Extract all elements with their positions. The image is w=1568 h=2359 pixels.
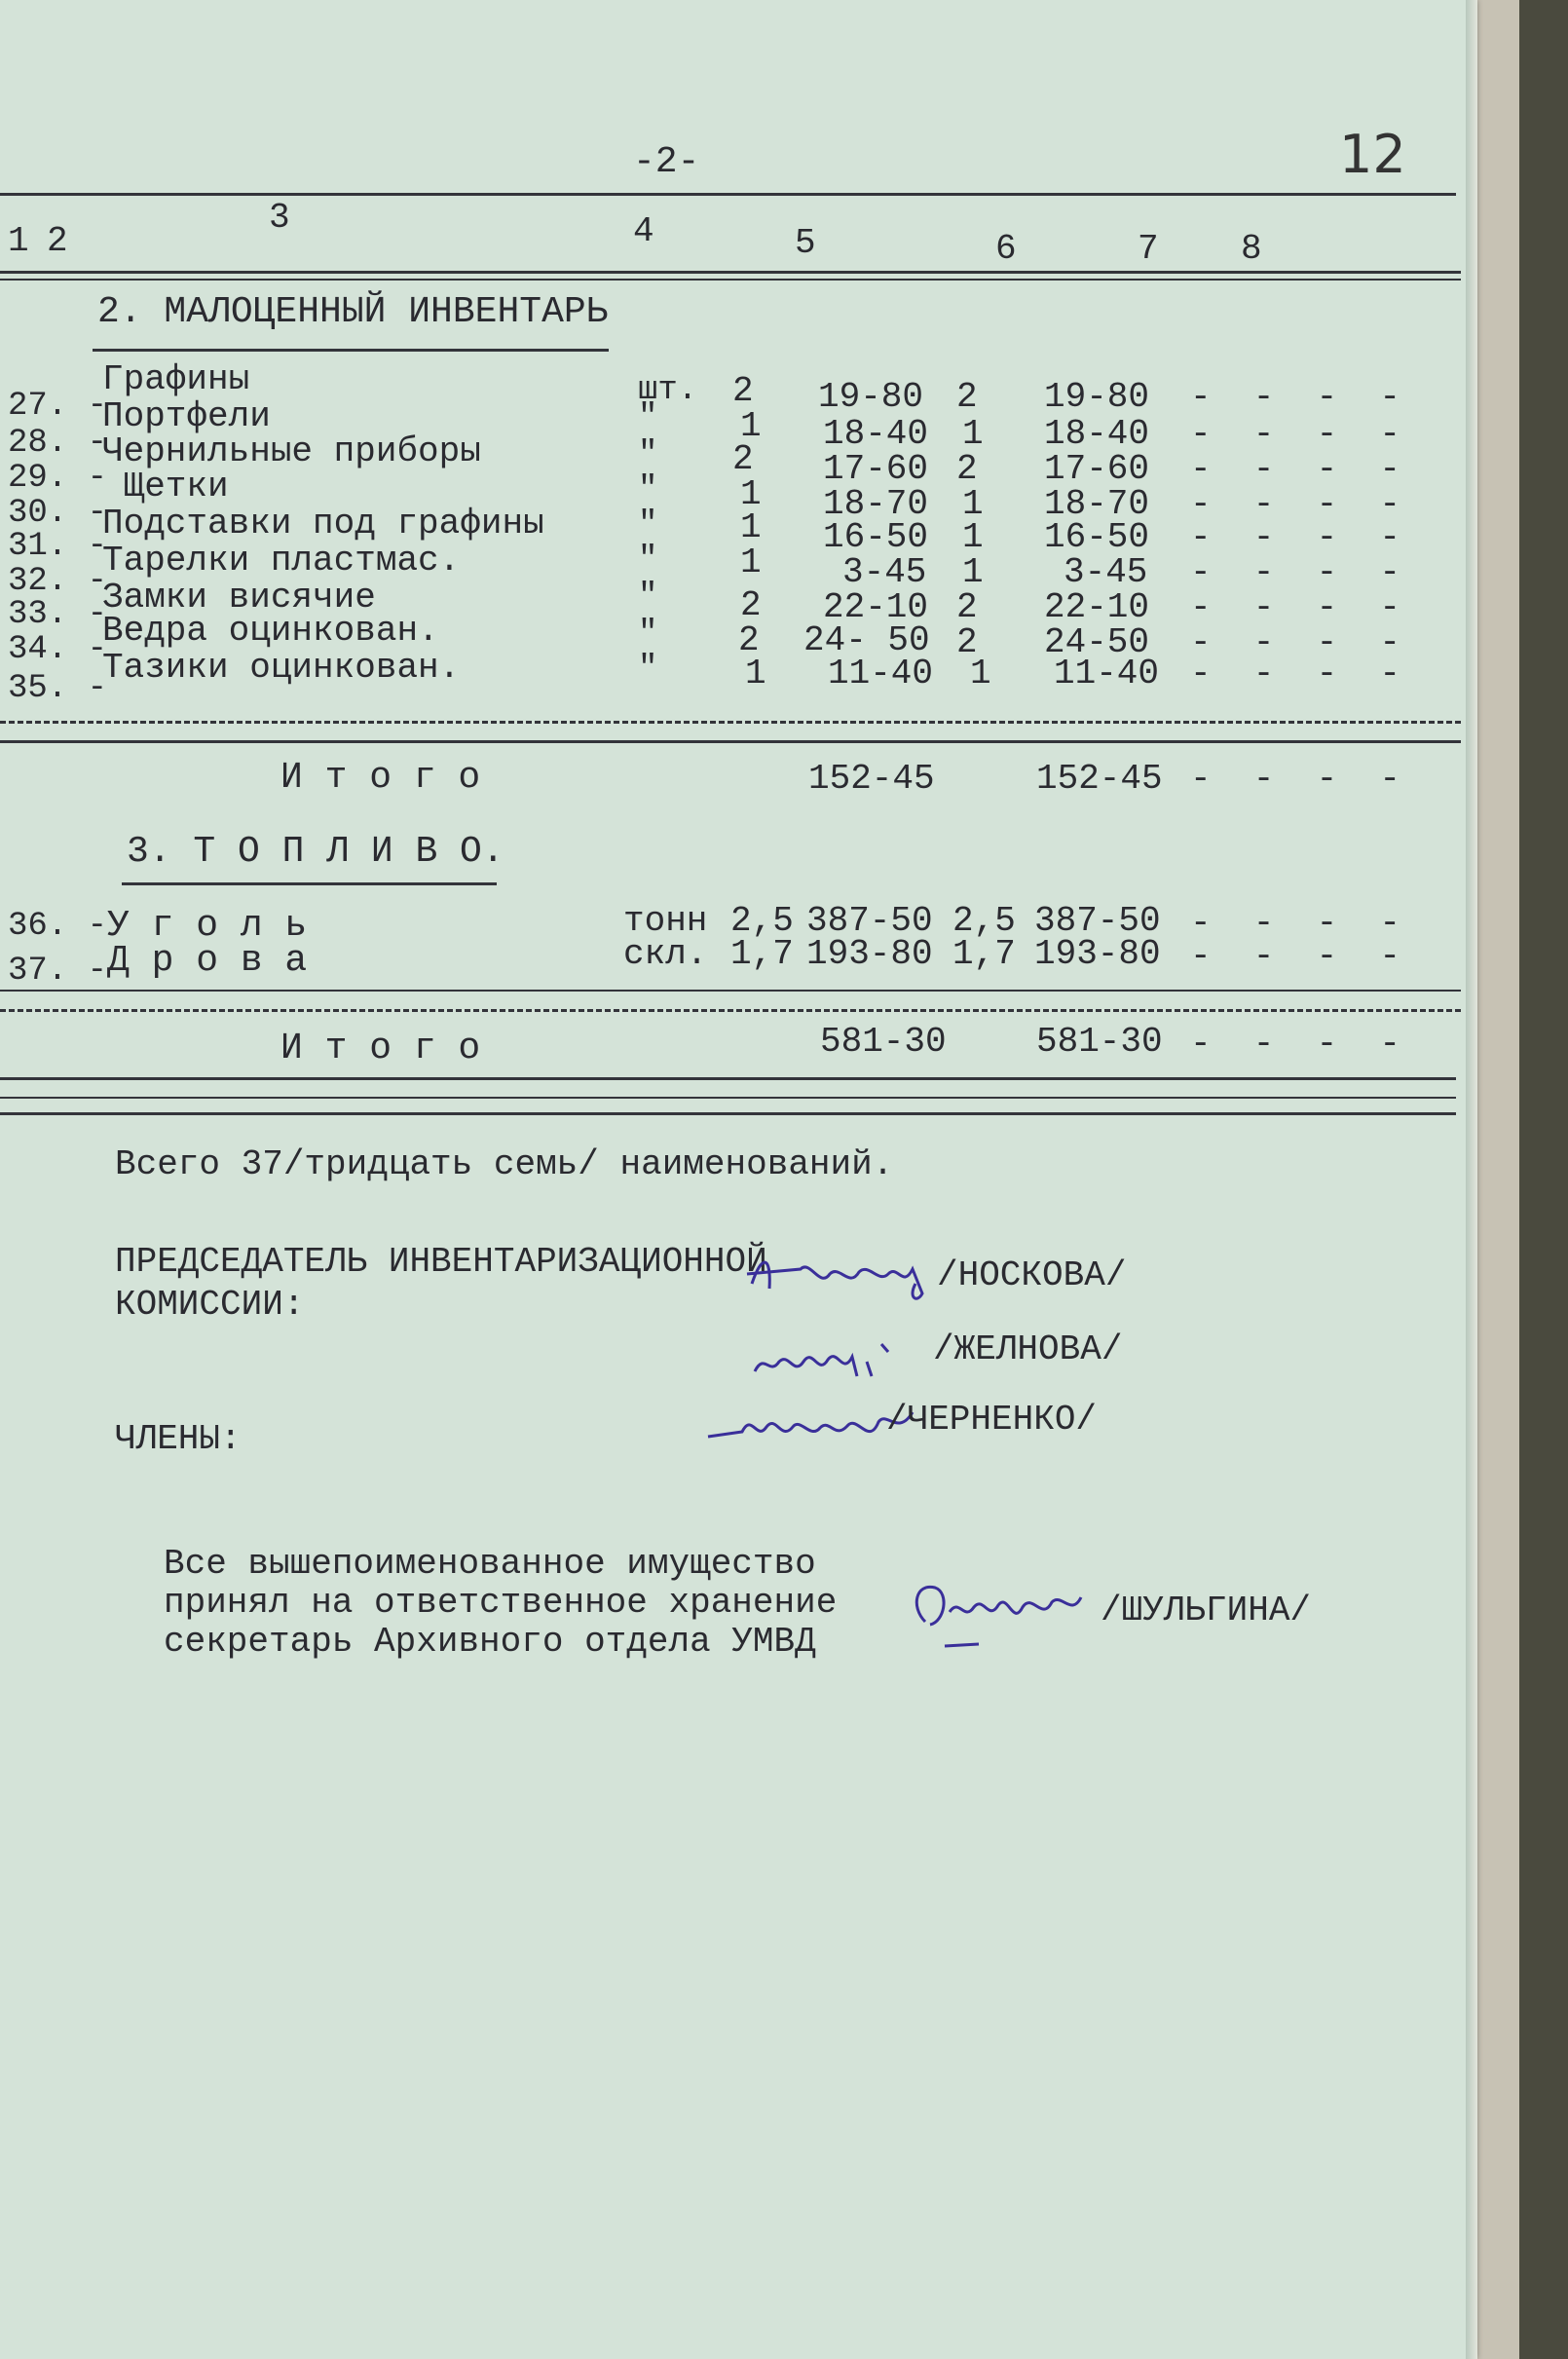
custody-text-1: Все вышепоименованное имущество: [164, 1544, 816, 1584]
section-3-title: 3. Т О П Л И В О.: [127, 831, 504, 873]
sum-actual: 22-10: [1044, 587, 1150, 627]
row-number: 34. -: [8, 631, 108, 668]
section-2-total-label: И т о г о: [280, 757, 481, 799]
quantity: 1: [745, 654, 766, 693]
quantity-actual: 2: [956, 377, 978, 417]
quantity-actual: 2: [956, 587, 978, 627]
custody-text-3: секретарь Архивного отдела УМВД: [164, 1622, 816, 1662]
member-2-name: /ЧЕРНЕНКО/: [886, 1400, 1098, 1440]
remaining-columns: - - - -: [1190, 484, 1401, 524]
remaining-columns: - - - -: [1190, 936, 1401, 976]
sum: 24- 50: [803, 620, 930, 660]
remaining-columns: - - - -: [1190, 903, 1401, 943]
sum: 19-80: [818, 377, 924, 417]
sum: 11-40: [828, 654, 934, 693]
sum-actual: 193-80: [1034, 934, 1161, 974]
quantity-actual: 1,7: [952, 934, 1016, 974]
section-2-rule-top: [0, 721, 1461, 724]
unit: ": [638, 616, 658, 653]
sum-actual: 17-60: [1044, 449, 1150, 489]
quantity: 2: [740, 585, 762, 625]
quantity-actual: 2,5: [952, 901, 1016, 941]
summary-line: Всего 37/тридцать семь/ наименований.: [115, 1144, 894, 1184]
section-2-rule-bottom: [0, 740, 1461, 743]
column-number-4: 4: [633, 211, 654, 251]
page-edge: [1466, 0, 1477, 2359]
remaining-columns: - - - -: [1190, 654, 1401, 693]
item-name: Тазики оцинкован.: [102, 648, 461, 688]
archive-sheet-number: 12: [1339, 124, 1406, 185]
sum-actual: 387-50: [1034, 901, 1161, 941]
quantity-actual: 1: [962, 552, 984, 592]
quantity-actual: 1: [962, 414, 984, 454]
row-number: 29. -: [8, 460, 108, 497]
quantity-actual: 1: [962, 484, 984, 524]
section-3-rule-bottom: [0, 1009, 1461, 1012]
remaining-columns: - - - -: [1190, 377, 1401, 417]
sum: 17-60: [823, 449, 929, 489]
table-end-rule-1: [0, 1077, 1456, 1080]
unit: ": [638, 471, 658, 508]
column-number-5: 5: [795, 223, 816, 263]
section-3-total-rest: - - - -: [1190, 1024, 1401, 1064]
section-3-total-label: И т о г о: [280, 1028, 481, 1069]
chairman-label-1: ПРЕДСЕДАТЕЛЬ ИНВЕНТАРИЗАЦИОННОЙ: [115, 1242, 767, 1282]
item-name: Д р о в а: [107, 940, 308, 982]
remaining-columns: - - - -: [1190, 587, 1401, 627]
page-number: -2-: [633, 141, 700, 183]
sum-actual: 18-40: [1044, 414, 1150, 454]
item-name: Подставки под графины: [102, 504, 544, 543]
column-number-7: 7: [1138, 229, 1159, 269]
column-number-1: 1: [8, 221, 29, 261]
quantity: 1: [740, 406, 762, 446]
row-number: 32. -: [8, 563, 108, 600]
quantity-actual: 2: [956, 449, 978, 489]
sum-actual: 24-50: [1044, 622, 1150, 662]
unit: ": [638, 579, 658, 616]
custodian-signature: [906, 1568, 1101, 1656]
unit: ": [638, 542, 658, 579]
unit: скл.: [623, 934, 708, 974]
column-number-8: 8: [1241, 229, 1262, 269]
sum-actual: 3-45: [1064, 552, 1148, 592]
section-2-title: 2. МАЛОЦЕННЫЙ ИНВЕНТАРЬ: [97, 291, 609, 333]
item-name: Чернильные приборы: [102, 431, 481, 471]
quantity: 1: [740, 507, 762, 547]
remaining-columns: - - - -: [1190, 449, 1401, 489]
row-number: 35. -: [8, 670, 108, 707]
quantity: 2: [732, 439, 754, 479]
row-number: 36. -: [8, 908, 108, 945]
column-number-3: 3: [269, 198, 290, 238]
section-2-total-sum: 152-45: [808, 759, 935, 799]
unit: шт.: [638, 372, 698, 409]
sum: 18-70: [823, 484, 929, 524]
sum: 3-45: [842, 552, 927, 592]
table-end-rule-3: [0, 1112, 1456, 1115]
sum-actual: 19-80: [1044, 377, 1150, 417]
member-1-signature: [750, 1332, 915, 1391]
item-name: Графины: [102, 359, 250, 399]
remaining-columns: - - - -: [1190, 552, 1401, 592]
quantity-actual: 2: [956, 622, 978, 662]
row-number: 28. -: [8, 425, 108, 462]
item-name: Щетки: [102, 467, 229, 506]
row-number: 31. -: [8, 528, 108, 565]
quantity: 2: [738, 620, 760, 660]
row-number: 27. -: [8, 388, 108, 425]
quantity: 2,5: [730, 901, 794, 941]
table-end-rule-2: [0, 1097, 1456, 1099]
section-3-total-sum-actual: 581-30: [1036, 1022, 1163, 1062]
quantity: 1: [740, 474, 762, 514]
row-number: 37. -: [8, 953, 108, 990]
quantity: 2: [732, 371, 754, 411]
sum: 18-40: [823, 414, 929, 454]
section-2-total-sum-actual: 152-45: [1036, 759, 1163, 799]
item-name: Ведра оцинкован.: [102, 611, 439, 651]
row-number: 30. -: [8, 495, 108, 532]
remaining-columns: - - - -: [1190, 517, 1401, 557]
quantity: 1: [740, 543, 762, 582]
chairman-signature: [742, 1235, 937, 1313]
quantity-actual: 1: [970, 654, 991, 693]
section-3-rule-top: [0, 990, 1461, 992]
member-1-name: /ЖЕЛНОВА/: [933, 1329, 1123, 1369]
sum-actual: 11-40: [1054, 654, 1160, 693]
remaining-columns: - - - -: [1190, 414, 1401, 454]
section-2-total-rest: - - - -: [1190, 759, 1401, 799]
unit: ": [638, 506, 658, 543]
sum-actual: 18-70: [1044, 484, 1150, 524]
item-name: Портфели: [102, 396, 271, 436]
sum: 387-50: [806, 901, 933, 941]
unit: тонн: [623, 901, 708, 941]
chairman-label-2: КОМИССИИ:: [115, 1285, 305, 1325]
unit: ": [638, 399, 658, 436]
item-name: Замки висячие: [102, 578, 376, 618]
sum: 22-10: [823, 587, 929, 627]
custodian-name: /ШУЛЬГИНА/: [1101, 1591, 1312, 1630]
column-number-rule-top: [0, 271, 1461, 274]
quantity-actual: 1: [962, 517, 984, 557]
sum-actual: 16-50: [1044, 517, 1150, 557]
sum: 16-50: [823, 517, 929, 557]
quantity: 1,7: [730, 934, 794, 974]
row-number: 33. -: [8, 596, 108, 633]
section-3-title-underline: [122, 882, 497, 885]
item-name: У г о л ь: [107, 905, 308, 947]
item-name: Тарелки пластмас.: [102, 541, 461, 580]
unit: ": [638, 436, 658, 473]
table-row: [0, 934, 1471, 990]
chairman-name: /НОСКОВА/: [937, 1255, 1127, 1295]
header-rule: [0, 193, 1456, 196]
custody-text-2: принял на ответственное хранение: [164, 1583, 838, 1623]
sum: 193-80: [806, 934, 933, 974]
members-label: ЧЛЕНЫ:: [115, 1419, 242, 1459]
section-3-total-sum: 581-30: [820, 1022, 947, 1062]
column-number-2: 2: [47, 221, 68, 261]
unit: ": [638, 651, 658, 688]
column-number-rule-bottom: [0, 279, 1461, 281]
column-number-6: 6: [995, 229, 1017, 269]
remaining-columns: - - - -: [1190, 622, 1401, 662]
section-2-title-underline: [93, 349, 609, 352]
